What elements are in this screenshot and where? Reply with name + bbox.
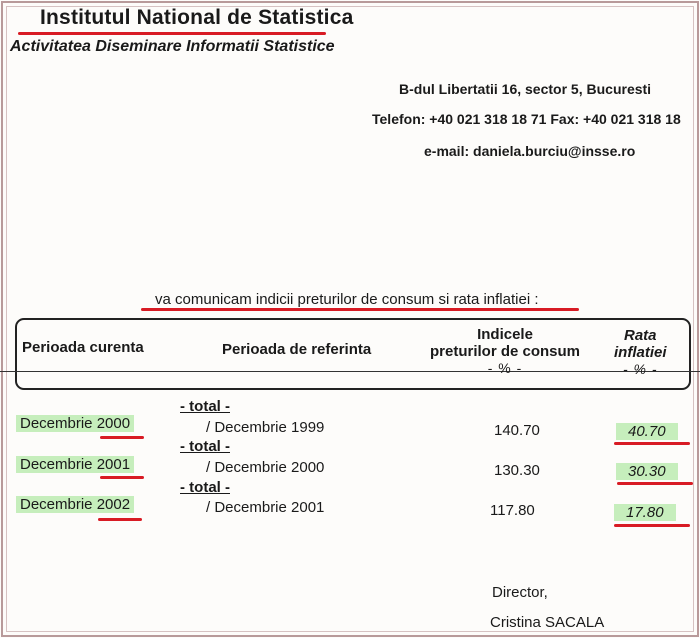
row3-rate-underline [614,524,690,527]
institution-name: Institutul National de Statistica [40,6,354,29]
institution-underline [18,32,326,35]
intro-underline [141,308,579,311]
header-rate-unit: - % - [622,361,658,377]
row3-reference-period: / Decembrie 2001 [206,499,325,516]
row2-inflation-rate: 30.30 [616,463,678,480]
address: B-dul Libertatii 16, sector 5, Bucuresti [399,81,652,97]
row1-total: - total - [180,398,230,415]
row2-total: - total - [180,438,230,455]
header-rate-line2: inflatiei [614,344,667,361]
row3-price-index: 117.80 [490,502,535,519]
row3-current-period: Decembrie 2002 [16,496,134,513]
department-name: Activitatea Diseminare Informatii Statistice [10,38,335,55]
row1-inflation-rate: 40.70 [616,423,678,440]
row3-inflation-rate: 17.80 [614,504,676,521]
header-index-line2: preturilor de consum [430,343,581,360]
header-price-index [430,326,580,377]
row1-reference-period: / Decembrie 1999 [206,419,325,436]
row3-year-underline [98,518,142,521]
signature-name: Cristina SACALA [490,614,605,631]
header-rate-line1: Rata [624,327,657,344]
phone-fax: Telefon: +40 021 318 18 71 Fax: +40 021 318 18 [372,111,681,127]
scan-line [0,371,700,372]
header-inflation-rate [614,327,667,378]
header-index-unit: - % - [487,360,523,376]
row2-reference-period: / Decembrie 2000 [206,459,325,476]
intro-text: va comunicam indicii preturilor de consum si rata inflatiei : [155,291,539,308]
row1-current-period: Decembrie 2000 [16,415,134,432]
header-index-line1: Indicele [477,326,533,343]
row1-price-index: 140.70 [494,422,540,439]
row1-rate-underline [614,442,690,445]
signature-title: Director, [492,584,548,601]
row2-year-underline [100,476,144,479]
row2-rate-underline [617,482,693,485]
row3-total: - total - [180,479,230,496]
row2-current-period: Decembrie 2001 [16,456,134,473]
row2-price-index: 130.30 [494,462,540,479]
row1-year-underline [100,436,144,439]
header-current-period: Perioada curenta [22,339,144,356]
email-address: e-mail: daniela.burciu@insse.ro [424,143,636,159]
header-reference-period: Perioada de referinta [222,341,372,358]
